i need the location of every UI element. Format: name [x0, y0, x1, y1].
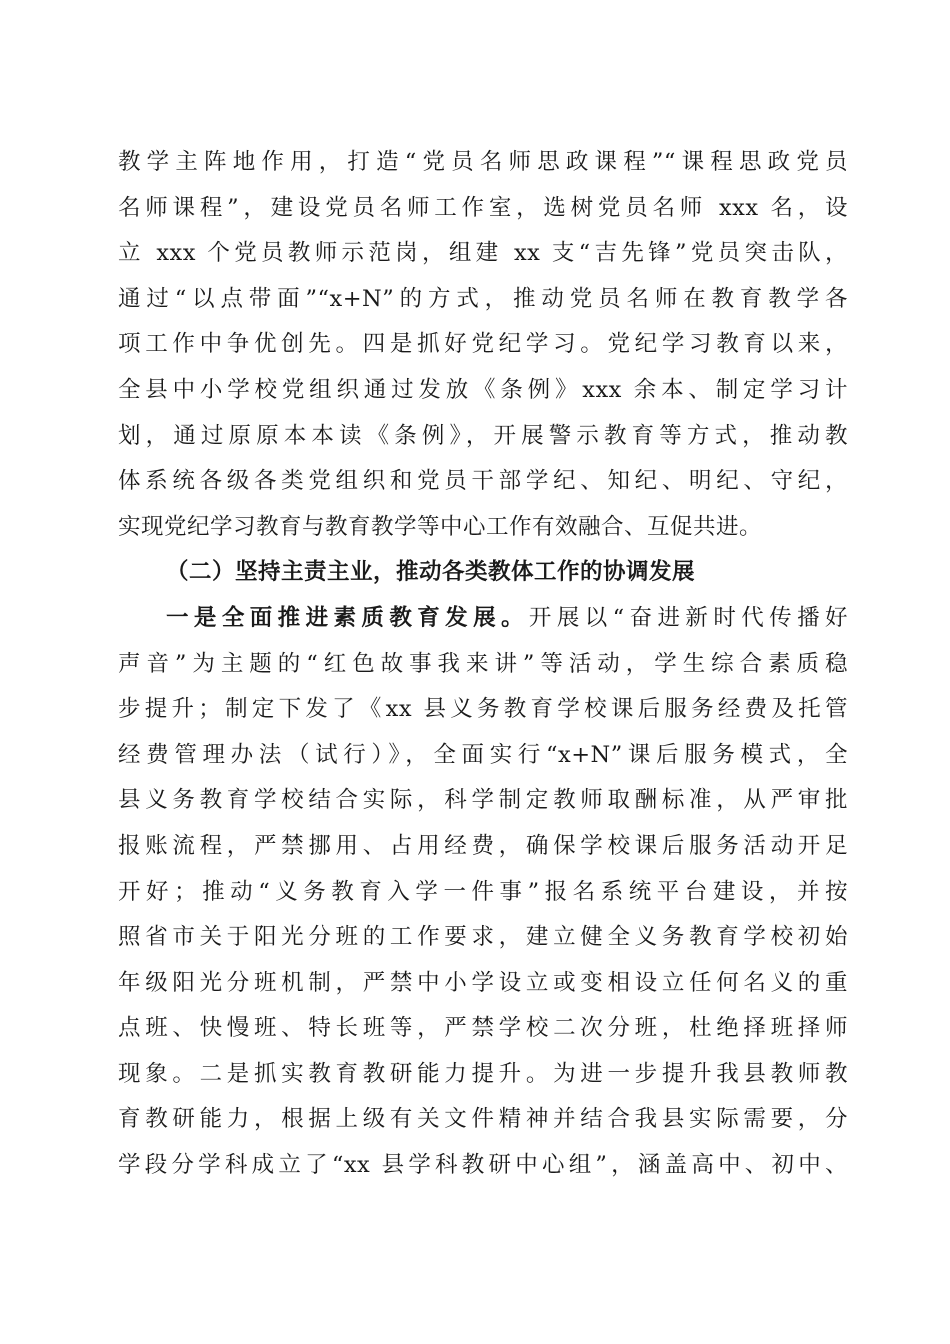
body-line-3: 立 xxx 个党员教师示范岗，组建 xx 支“吉先锋”党员突击队， [118, 240, 848, 267]
para2-line-4: 县义务教育学校结合实际，科学制定教师取酬标准，从严审批 [118, 787, 848, 814]
para2-line-2: 步提升；制定下发了《xx 县义务教育学校课后服务经费及托管 [118, 696, 848, 723]
body-line-8: 体系统各级各类党组织和党员干部学纪、知纪、明纪、守纪， [118, 468, 848, 495]
body-line-5: 项工作中争优创先。四是抓好党纪学习。党纪学习教育以来， [118, 331, 848, 358]
body-line-2: 名师课程”，建设党员名师工作室，选树党员名师 xxx 名，设 [118, 194, 848, 221]
para2-line-5: 报账流程，严禁挪用、占用经费，确保学校课后服务活动开足 [118, 832, 848, 859]
body-line-9: 实现党纪学习教育与教育教学等中心工作有效融合、互促共进。 [118, 513, 763, 540]
para2-line-12: 学段分学科成立了“xx 县学科教研中心组”，涵盖高中、初中、 [118, 1152, 848, 1179]
body-line-6: 全县中小学校党组织通过发放《条例》xxx 余本、制定学习计 [118, 376, 848, 403]
para2-line-3: 经费管理办法（试行）》，全面实行“x+N”课后服务模式，全 [118, 741, 848, 768]
para2-line-9: 点班、快慢班、特长班等，严禁学校二次分班，杜绝择班择师 [118, 1015, 848, 1042]
para2-line-11: 育教研能力，根据上级有关文件精神并结合我县实际需要，分 [118, 1106, 848, 1133]
para2-line-10: 现象。二是抓实教育教研能力提升。为进一步提升我县教师教 [118, 1060, 848, 1087]
body-line-7: 划，通过原原本本读《条例》，开展警示教育等方式，推动教 [118, 422, 848, 449]
section-heading: （二）坚持主责主业，推动各类教体工作的协调发展 [166, 559, 696, 586]
para2-line-7: 照省市关于阳光分班的工作要求，建立健全义务教育学校初始 [118, 924, 848, 951]
para2-lead-line [118, 596, 848, 642]
para2-line-1: 声音”为主题的“红色故事我来讲”等活动，学生综合素质稳 [118, 650, 848, 677]
para2-lead-bold: 一是全面推进素质教育发展。 [166, 604, 529, 631]
para2-line-6: 开好；推动“义务教育入学一件事”报名系统平台建设，并按 [118, 878, 848, 905]
document-body [118, 140, 848, 1189]
para2-line-8: 年级阳光分班机制，严禁中小学设立或变相设立任何名义的重 [118, 969, 848, 996]
body-line-1: 教学主阵地作用，打造“党员名师思政课程”“课程思政党员 [118, 149, 848, 175]
para2-lead-rest: 开展以“奋进新时代传播好 [528, 604, 848, 631]
body-line-4: 通过“以点带面”“x+N”的方式，推动党员名师在教育教学各 [118, 285, 848, 312]
